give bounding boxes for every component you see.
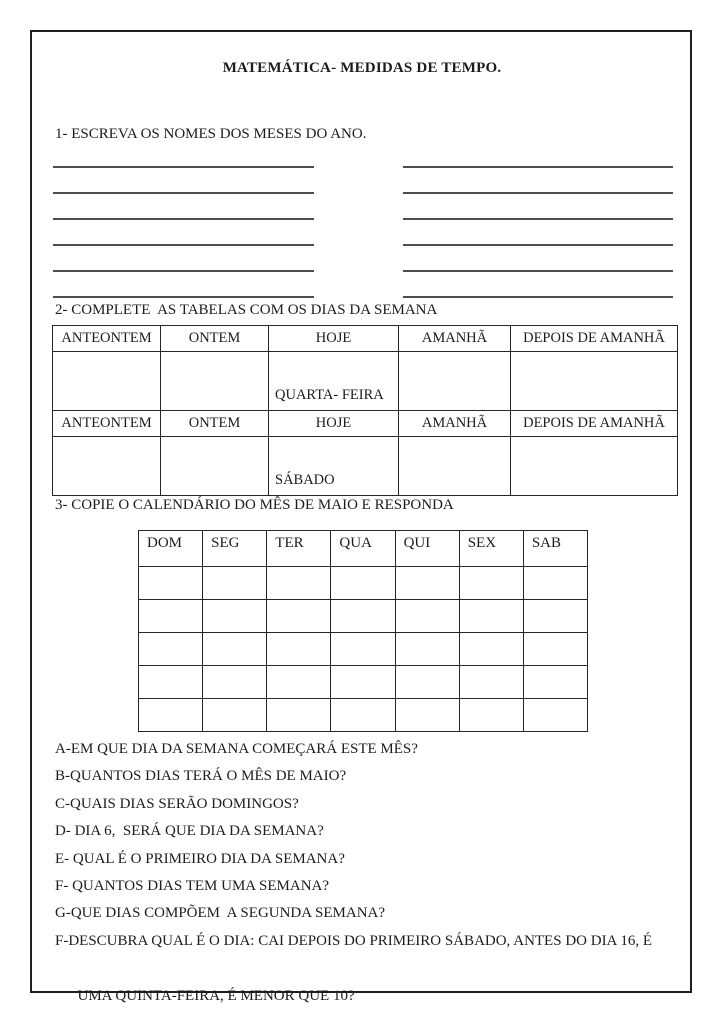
empty-cell — [139, 699, 203, 732]
header-ter: TER — [267, 531, 331, 567]
days-of-week-table — [52, 325, 678, 496]
empty-cell — [459, 633, 523, 666]
header-ontem: ONTEM — [161, 326, 269, 352]
empty-cell — [203, 699, 267, 732]
question-f2-line2 — [55, 955, 685, 1004]
question-a: A-EM QUE DIA DA SEMANA COMEÇARÁ ESTE MÊS? — [55, 741, 418, 757]
empty-cell — [139, 633, 203, 666]
month-blank-line — [403, 192, 673, 194]
empty-cell — [267, 567, 331, 600]
empty-cell — [459, 600, 523, 633]
empty-cell — [511, 352, 678, 411]
month-blank-line — [53, 270, 314, 272]
header-amanha: AMANHÃ — [399, 411, 511, 437]
month-blank-line — [403, 166, 673, 168]
page-title: MATEMÁTICA- MEDIDAS DE TEMPO. — [222, 60, 502, 76]
header-anteontem: ANTEONTEM — [53, 411, 161, 437]
header-seg: SEG — [203, 531, 267, 567]
empty-cell — [399, 352, 511, 411]
header-depois-de-amanha: DEPOIS DE AMANHÃ — [511, 411, 678, 437]
empty-cell — [459, 666, 523, 699]
empty-cell — [395, 633, 459, 666]
empty-cell — [395, 567, 459, 600]
table-row — [53, 352, 678, 411]
question-d: D- DIA 6, SERÁ QUE DIA DA SEMANA? — [55, 823, 324, 840]
header-qua: QUA — [331, 531, 395, 567]
empty-cell — [161, 437, 269, 496]
empty-cell — [203, 567, 267, 600]
empty-cell — [331, 666, 395, 699]
hoje-value-cell: QUARTA- FEIRA — [269, 352, 399, 411]
empty-cell — [459, 699, 523, 732]
month-blank-line — [53, 192, 314, 194]
calendar-empty-row — [139, 699, 588, 732]
month-blank-line — [53, 166, 314, 168]
empty-cell — [523, 600, 587, 633]
month-blank-line — [403, 244, 673, 246]
empty-cell — [523, 666, 587, 699]
table-row — [53, 437, 678, 496]
empty-cell — [53, 437, 161, 496]
question-1-label: 1- ESCREVA OS NOMES DOS MESES DO ANO. — [55, 126, 367, 142]
empty-cell — [395, 600, 459, 633]
empty-cell — [523, 699, 587, 732]
header-hoje: HOJE — [269, 411, 399, 437]
empty-cell — [395, 699, 459, 732]
empty-cell — [203, 600, 267, 633]
header-ontem: ONTEM — [161, 411, 269, 437]
month-blank-line — [403, 218, 673, 220]
empty-cell — [53, 352, 161, 411]
empty-cell — [139, 666, 203, 699]
header-qui: QUI — [395, 531, 459, 567]
empty-cell — [267, 600, 331, 633]
header-depois-de-amanha: DEPOIS DE AMANHÃ — [511, 326, 678, 352]
empty-cell — [331, 567, 395, 600]
empty-cell — [399, 437, 511, 496]
question-f2-line1: F-DESCUBRA QUAL É O DIA: CAI DEPOIS DO PRIMEIRO SÁBADO, ANTES DO DIA 16, É — [55, 932, 652, 949]
empty-cell — [267, 699, 331, 732]
empty-cell — [203, 666, 267, 699]
empty-cell — [203, 633, 267, 666]
empty-cell — [161, 352, 269, 411]
table-header-row — [53, 326, 678, 352]
question-e: E- QUAL É O PRIMEIRO DIA DA SEMANA? — [55, 850, 345, 867]
empty-cell — [523, 633, 587, 666]
empty-cell — [267, 633, 331, 666]
may-calendar-table — [138, 530, 588, 732]
question-f2-line2-text: UMA QUINTA-FEIRA, É MENOR QUE 10? — [77, 987, 355, 1004]
calendar-empty-row — [139, 666, 588, 699]
header-hoje: HOJE — [269, 326, 399, 352]
empty-cell — [267, 666, 331, 699]
header-dom: DOM — [139, 531, 203, 567]
question-b: B-QUANTOS DIAS TERÁ O MÊS DE MAIO? — [55, 768, 347, 785]
header-anteontem: ANTEONTEM — [53, 326, 161, 352]
question-f: F- QUANTOS DIAS TEM UMA SEMANA? — [55, 877, 330, 894]
question-2-label: 2- COMPLETE AS TABELAS COM OS DIAS DA SEMANA — [55, 302, 438, 318]
question-g: G-QUE DIAS COMPÕEM A SEGUNDA SEMANA? — [55, 905, 386, 922]
header-amanha: AMANHÃ — [399, 326, 511, 352]
empty-cell — [139, 600, 203, 633]
questions-list — [55, 736, 685, 1004]
answer-blank-line — [83, 1012, 178, 1024]
month-blank-line — [53, 218, 314, 220]
calendar-empty-row — [139, 567, 588, 600]
month-blank-line — [403, 296, 673, 298]
table-header-row — [53, 411, 678, 437]
month-blank-line — [403, 270, 673, 272]
empty-cell — [331, 600, 395, 633]
empty-cell — [511, 437, 678, 496]
calendar-empty-row — [139, 633, 588, 666]
hoje-value-cell: SÁBADO — [269, 437, 399, 496]
empty-cell — [139, 567, 203, 600]
month-blank-line — [53, 296, 314, 298]
header-sab: SAB — [523, 531, 587, 567]
question-c: C-QUAIS DIAS SERÃO DOMINGOS? — [55, 795, 299, 812]
calendar-empty-row — [139, 600, 588, 633]
month-blank-line — [53, 244, 314, 246]
empty-cell — [395, 666, 459, 699]
calendar-header-row — [139, 531, 588, 567]
empty-cell — [459, 567, 523, 600]
empty-cell — [523, 567, 587, 600]
header-sex: SEX — [459, 531, 523, 567]
empty-cell — [331, 699, 395, 732]
empty-cell — [331, 633, 395, 666]
question-3-label: 3- COPIE O CALENDÁRIO DO MÊS DE MAIO E RESPONDA — [55, 497, 454, 513]
